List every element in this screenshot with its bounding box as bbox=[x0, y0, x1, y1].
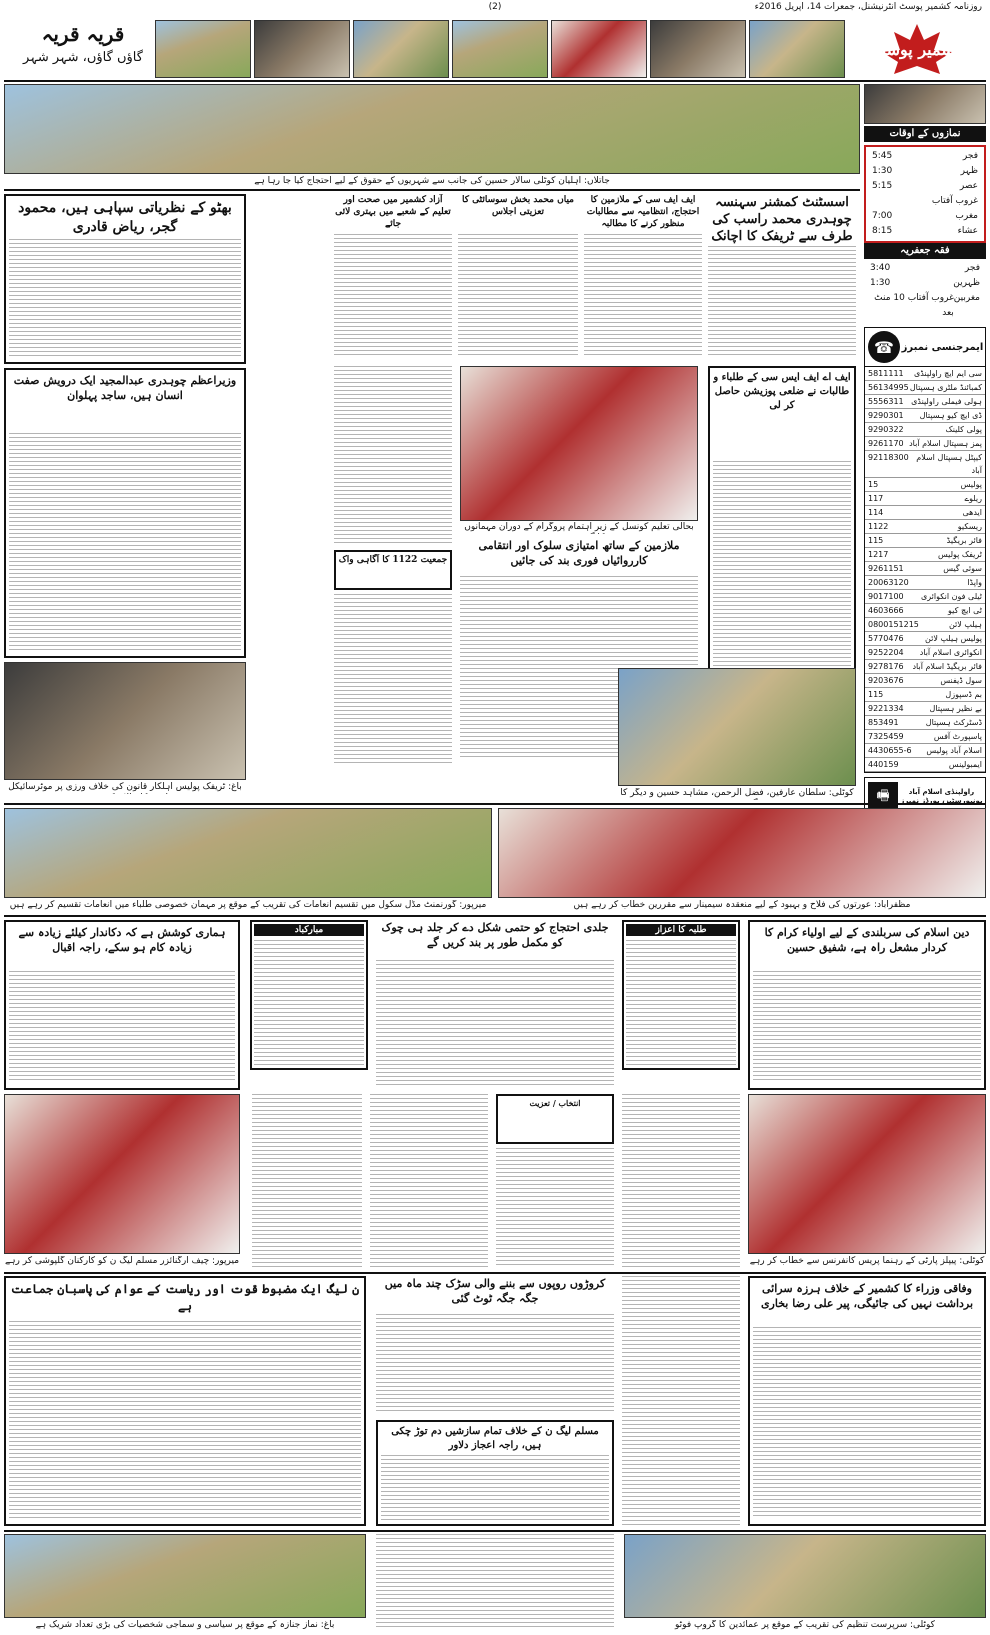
article-a11 bbox=[4, 920, 240, 1090]
jafaria-time-row-value: غروب آفتاب 10 منٹ بعد bbox=[874, 293, 954, 318]
emergency-number-row-label: ریلوے bbox=[964, 494, 982, 503]
emergency-number-row bbox=[865, 492, 985, 506]
group-photo bbox=[624, 1534, 986, 1618]
emergency-number-row bbox=[865, 646, 985, 660]
article-body bbox=[622, 1276, 740, 1526]
garland-photo bbox=[4, 1094, 240, 1254]
emergency-number-row bbox=[865, 423, 985, 437]
emergency-number-row-label: ہیلپ لائن bbox=[948, 620, 982, 629]
article-a14 bbox=[4, 1276, 366, 1526]
prayer-times-title: نمازوں کے اوقات bbox=[864, 126, 986, 142]
emergency-number-row-label: پولیس bbox=[960, 480, 982, 489]
article-headline: وفاقی وزراء کا کشمیر کے خلاف ہرزہ سرائی برداشت نہیں کی جائیگی، پیر علی رضا بخاری bbox=[760, 1282, 974, 1310]
funeral-photo-caption: باغ: نماز جنازہ کے موقع پر سیاسی و سماجی شخصیات کی بڑی تعداد شریک ہے bbox=[35, 1620, 335, 1630]
prayer-time-row bbox=[866, 164, 984, 179]
jafaria-time-row-value: 1:30 bbox=[870, 278, 891, 288]
meeting-photo bbox=[460, 366, 698, 521]
emergency-number-row-label: ایمبولینس bbox=[948, 760, 982, 769]
emergency-number-row-label: سی ایم ایچ راولپنڈی bbox=[913, 369, 982, 378]
article-headline: جلدی احتجاج کو حتمی شکل دے کر جلد ہی چوک کو مکمل طور پر بند کریں گے bbox=[381, 921, 609, 949]
emergency-number-row bbox=[865, 604, 985, 618]
article-a5 bbox=[4, 194, 246, 364]
prayer-time-row bbox=[866, 149, 984, 164]
emergency-number-row-label: ٹیلی فون انکوائری bbox=[921, 592, 982, 601]
box-title: جمعیت 1122 کا آگاہی واک bbox=[338, 555, 448, 565]
emergency-header bbox=[864, 327, 986, 367]
strip-photo bbox=[254, 20, 350, 78]
strip-photo bbox=[650, 20, 746, 78]
article-column-r5c bbox=[370, 1094, 488, 1269]
rule bbox=[4, 1272, 986, 1274]
article-headline: دین اسلام کی سربلندی کے لیے اولیاء کرام کا کردار مشعل راہ ہے، شفیق حسین bbox=[764, 926, 970, 954]
article-a12 bbox=[748, 1276, 986, 1526]
jafaria-time-row bbox=[864, 291, 986, 321]
article-body bbox=[9, 433, 241, 651]
emergency-number-row-label: ہولی فیملی راولپنڈی bbox=[911, 397, 982, 406]
prayer-time-row-label: فجر bbox=[962, 151, 978, 161]
emergency-number-row-label: سول ڈیفنس bbox=[940, 676, 982, 685]
prayer-time-row-label: عصر bbox=[959, 181, 978, 191]
emergency-number-row-value: 9252204 bbox=[868, 648, 904, 657]
article-a2 bbox=[584, 194, 702, 360]
emergency-number-row-value: 5811111 bbox=[868, 369, 904, 378]
emergency-number-row bbox=[865, 576, 985, 590]
emergency-number-row-value: 9017100 bbox=[868, 592, 904, 601]
emergency-number-row-label: بے نظیر ہسپتال bbox=[929, 704, 982, 713]
emergency-number-row-value: 9290322 bbox=[868, 425, 904, 434]
prayer-time-row bbox=[866, 209, 984, 224]
logo-text: کشمیر پوسٹ bbox=[870, 40, 964, 59]
article-headline: ہماری کوشش ہے کہ دکاندار کیلئے زیادہ سے زیادہ کام ہو سکے، راجہ اقبال bbox=[18, 926, 226, 954]
article-body bbox=[753, 971, 981, 1083]
rule bbox=[4, 1530, 986, 1532]
emergency-number-row bbox=[865, 395, 985, 409]
box-body bbox=[626, 940, 736, 1068]
article-body bbox=[370, 1094, 488, 1269]
article-body bbox=[9, 971, 235, 1083]
masthead-strip bbox=[155, 20, 845, 78]
emergency-number-row-label: ٹریفک پولیس bbox=[937, 550, 982, 559]
emergency-number-row-value: 7325459 bbox=[868, 732, 904, 741]
prayer-time-row-value: 1:30 bbox=[872, 166, 893, 176]
rule bbox=[4, 915, 986, 917]
prayer-time-row bbox=[866, 179, 984, 194]
emergency-number-row-value: 4603666 bbox=[868, 606, 904, 615]
article-a3 bbox=[458, 194, 578, 360]
emergency-number-row bbox=[865, 702, 985, 716]
prayer-time-row-label: ظہر bbox=[960, 166, 978, 176]
emergency-number-row-value: 1122 bbox=[868, 522, 889, 531]
emergency-number-row bbox=[865, 562, 985, 576]
strip-photo bbox=[749, 20, 845, 78]
emergency-number-row-value: 9203676 bbox=[868, 676, 904, 685]
emergency-number-row-label: ڈسٹرکٹ ہسپتال bbox=[925, 718, 982, 727]
emergency-number-row-label: اسلام آباد پولیس bbox=[926, 746, 982, 755]
article-body bbox=[376, 960, 614, 1088]
emergency-number-row-value: 9278176 bbox=[868, 662, 904, 671]
mosque-photo bbox=[864, 84, 986, 124]
jafaria-title: فقہ جعفریہ bbox=[864, 243, 986, 259]
article-headline: ایف اے ایف ایس سی کے طلباء و طالبات نے ضلعی پوزیشن حاصل کر لی bbox=[713, 372, 851, 411]
rule bbox=[4, 189, 860, 191]
article-headline: وزیراعظم چوہدری عبدالمجید ایک درویش صفت انسان ہیں، ساجد پہلوان bbox=[13, 374, 237, 402]
emergency-number-row-label: فائر بریگیڈ bbox=[946, 536, 982, 545]
article-body bbox=[9, 239, 241, 357]
article-body bbox=[334, 366, 452, 546]
sidebar bbox=[864, 84, 986, 864]
press-conference-photo bbox=[748, 1094, 986, 1254]
article-a15 bbox=[376, 1420, 614, 1526]
emergency-number-row-value: 15 bbox=[868, 480, 879, 489]
emergency-number-row bbox=[865, 688, 985, 702]
article-body bbox=[458, 234, 578, 356]
article-body bbox=[622, 1094, 740, 1269]
emergency-number-row bbox=[865, 381, 985, 395]
article-body bbox=[753, 1327, 981, 1519]
emergency-number-row-value: 0800151215 bbox=[868, 620, 919, 629]
emergency-number-row bbox=[865, 660, 985, 674]
jafaria-time-row-value: 3:40 bbox=[870, 263, 891, 273]
strip-photo bbox=[452, 20, 548, 78]
emergency-number-row-label: پولی کلینک bbox=[945, 425, 982, 434]
article-a7 bbox=[4, 368, 246, 658]
article-body bbox=[381, 1455, 609, 1521]
box-title: مبارکباد bbox=[254, 924, 364, 936]
emergency-number-row-value: 92118300 bbox=[868, 453, 909, 462]
article-a4 bbox=[334, 194, 452, 360]
emergency-title: ایمرجنسی نمبرز bbox=[901, 341, 984, 353]
article-column-r7 bbox=[376, 1534, 614, 1630]
article-column-r5 bbox=[622, 1094, 740, 1269]
masthead-rule bbox=[4, 80, 986, 82]
emergency-number-row-label: پولیس ہیلپ لائن bbox=[925, 634, 982, 643]
emergency-number-row bbox=[865, 744, 985, 758]
top-photo bbox=[4, 84, 860, 174]
box-title: طلبہ کا اعزاز bbox=[626, 924, 736, 936]
prayer-time-row-value: 5:45 bbox=[872, 151, 893, 161]
emergency-number-row-label: ریسکیو bbox=[957, 522, 982, 531]
emergency-number-row-label: پمز ہسپتال اسلام آباد bbox=[909, 439, 982, 448]
article-column-mid2 bbox=[334, 594, 452, 764]
emergency-number-row-label: انکوائری اسلام آباد bbox=[919, 648, 982, 657]
prayer-time-row-value: 5:15 bbox=[872, 181, 893, 191]
emergency-number-row bbox=[865, 758, 985, 772]
article-body bbox=[376, 1534, 614, 1630]
emergency-number-row-value: 115 bbox=[868, 690, 884, 699]
emergency-number-row-label: ایدھی bbox=[962, 508, 982, 517]
jafaria-time-row-label: ظہرین bbox=[953, 278, 980, 288]
emergency-number-row-value: 117 bbox=[868, 494, 884, 503]
emergency-number-row-value: 20063120 bbox=[868, 578, 909, 587]
article-column-mid bbox=[334, 366, 452, 546]
emergency-number-row-value: 9261151 bbox=[868, 564, 904, 573]
prayer-time-row-value: 8:15 bbox=[872, 226, 893, 236]
box-title: انتخاب / تعزیت bbox=[529, 1098, 581, 1108]
box-b3 bbox=[250, 920, 368, 1070]
prayer-time-row bbox=[866, 224, 984, 239]
masthead-logo bbox=[852, 18, 982, 78]
article-body bbox=[376, 1314, 614, 1414]
strip-photo bbox=[353, 20, 449, 78]
article-a1 bbox=[708, 194, 856, 360]
top-photo-caption: جاتلاں: اہلیان کوٹلی سالار حسین کی جانب سے شہریوں کے حقوق کے لیے احتجاج کیا جا رہا ہے bbox=[254, 176, 610, 186]
strip-photo bbox=[551, 20, 647, 78]
emergency-number-row bbox=[865, 534, 985, 548]
article-headline: اسسٹنٹ کمشنر سہنسہ چوہدری محمد راسب کی طرف سے ٹریفک کا اچانک bbox=[711, 195, 853, 244]
emergency-number-row-value: 9290301 bbox=[868, 411, 904, 420]
emergency-number-row-label: ٹی ایچ کیو bbox=[948, 606, 982, 615]
universities-title: راولپنڈی اسلام آباد یونیورسٹیز، بورڈز نمبرز bbox=[900, 788, 983, 805]
prayer-time-row-value: 7:00 bbox=[872, 211, 893, 221]
jafaria-box bbox=[864, 259, 986, 323]
page-number: (2) bbox=[488, 2, 502, 12]
funeral-photo bbox=[4, 1534, 366, 1618]
emergency-number-row bbox=[865, 674, 985, 688]
emergency-number-row-value: 9261170 bbox=[868, 439, 904, 448]
paper-date-line: روزنامہ کشمیر پوسٹ انٹرنیشنل، جمعرات 14، اپریل 2016ء bbox=[754, 2, 982, 12]
jafaria-time-row bbox=[864, 261, 986, 276]
seminar-photo bbox=[498, 808, 986, 898]
emergency-number-row-value: 440159 bbox=[868, 760, 899, 769]
article-a10 bbox=[376, 920, 614, 1090]
emergency-number-row-value: 5556311 bbox=[868, 397, 904, 406]
box-b4 bbox=[496, 1094, 614, 1144]
article-headline: کروڑوں روپوں سے بننے والی سڑک چند ماہ میں جگہ جگہ ٹوٹ گئی bbox=[384, 1277, 606, 1305]
emergency-number-row-label: سوئی گیس bbox=[943, 564, 982, 573]
emergency-number-row bbox=[865, 590, 985, 604]
school-photo-caption: میرپور: گورنمنٹ مڈل سکول میں تقسیم انعامات کی تقریب کے موقع پر مہمان خصوصی طلباء میں انعامات تقسیم کر رہے ہیں bbox=[9, 900, 487, 910]
emergency-number-row bbox=[865, 409, 985, 423]
prayer-times-box bbox=[864, 145, 986, 243]
article-headline: میاں محمد بخش سوسائٹی کا تعزیتی اجلاس bbox=[462, 195, 574, 217]
emergency-number-row bbox=[865, 548, 985, 562]
garland-photo-caption: میرپور: چیف آرگنائزر مسلم لیگ ن کو کارکنان گلپوشی کر رہے bbox=[4, 1256, 240, 1266]
group-photo-caption: کوٹلی: سرپرست تنظیم کی تقریب کے موقع پر عمائدین کا گروپ فوٹو bbox=[675, 1620, 935, 1630]
article-body bbox=[9, 1321, 361, 1519]
article-body bbox=[252, 1094, 362, 1269]
emergency-number-row bbox=[865, 506, 985, 520]
emergency-number-row-label: پاسپورٹ آفس bbox=[933, 732, 982, 741]
emergency-number-row-value: 114 bbox=[868, 508, 884, 517]
article-headline: ن لیگ ایک مضبوط قوت اور ریاست کے عوام کی پاسبان جماعت ہے bbox=[10, 1282, 360, 1313]
article-body bbox=[496, 1148, 614, 1268]
seminar-photo-caption: مظفرآباد: عورتوں کی فلاح و بہبود کے لیے منعقدہ سیمینار سے مقررین خطاب کر رہے ہیں bbox=[573, 900, 911, 910]
prayer-time-row-label: عشاء bbox=[957, 226, 978, 236]
emergency-number-row-value: 56134995 bbox=[868, 383, 909, 392]
prayer-time-row-label: مغرب bbox=[955, 211, 978, 221]
section-title-block bbox=[8, 20, 158, 78]
emergency-number-row bbox=[865, 618, 985, 632]
article-column-r6 bbox=[622, 1276, 740, 1526]
emergency-number-row bbox=[865, 520, 985, 534]
article-body bbox=[708, 246, 856, 356]
emergency-number-row bbox=[865, 632, 985, 646]
prayer-time-row bbox=[866, 194, 984, 209]
jafaria-time-row-label: مغربین bbox=[953, 293, 980, 303]
emergency-number-row-value: 5770476 bbox=[868, 634, 904, 643]
article-headline: بھٹو کے نظریاتی سپاہی ہیں، محمود گجر، ریاض قادری bbox=[18, 200, 232, 235]
article-column-r5b bbox=[496, 1148, 614, 1268]
emergency-number-row bbox=[865, 451, 985, 478]
article-body bbox=[334, 234, 452, 356]
jafaria-time-row-label: فجر bbox=[964, 263, 980, 273]
strip-photo bbox=[155, 20, 251, 78]
emergency-number-row-value: 4430655-6 bbox=[868, 746, 912, 755]
emergency-number-row-label: بم ڈسپوزل bbox=[945, 690, 982, 699]
emergency-number-row bbox=[865, 437, 985, 451]
emergency-number-row-value: 1217 bbox=[868, 550, 889, 559]
box-b1 bbox=[334, 550, 452, 590]
emergency-list bbox=[864, 367, 986, 773]
meeting-photo-caption: بحالی تعلیم کونسل کے زیر اہتمام پروگرام کے دوران مہمانوں bbox=[464, 522, 694, 532]
article-a13 bbox=[376, 1276, 614, 1416]
article-headline: ایف ایف سی کے ملازمین کا احتجاج، انتظامیہ سے مطالبات منظور کرنے کا مطالبہ bbox=[586, 195, 700, 229]
traffic-photo bbox=[4, 662, 246, 780]
box-b2 bbox=[622, 920, 740, 1070]
phone-icon: ☎ bbox=[868, 331, 900, 363]
emergency-number-row-value: 115 bbox=[868, 536, 884, 545]
article-a9 bbox=[748, 920, 986, 1090]
emergency-number-row bbox=[865, 730, 985, 744]
emergency-number-row-label: کمبائنڈ ملٹری ہسپتال bbox=[909, 383, 982, 392]
fax-icon: 🖷 bbox=[868, 782, 898, 812]
kotli-photo bbox=[618, 668, 856, 786]
emergency-number-row-label: کیپٹل ہسپتال اسلام آباد bbox=[916, 453, 982, 475]
article-column-r5d bbox=[252, 1094, 362, 1269]
emergency-number-row-value: 9221334 bbox=[868, 704, 904, 713]
top-line bbox=[0, 0, 990, 14]
emergency-number-row bbox=[865, 478, 985, 492]
section-title: قریہ قریہ bbox=[41, 22, 125, 46]
emergency-number-row-label: واپڈا bbox=[967, 578, 982, 587]
prayer-time-row-label: غروب آفتاب bbox=[931, 196, 978, 206]
section-subtitle: گاؤں گاؤں، شہر شہر bbox=[23, 50, 143, 65]
article-headline: آزاد کشمیر میں صحت اور تعلیم کے شعبے میں بہتری لائی جائے bbox=[335, 195, 451, 229]
jafaria-time-row bbox=[864, 276, 986, 291]
kotli-photo-caption: کوٹلی: سلطان عارفین، فضل الرحمن، مشاہد حسین و دیگر کا bbox=[620, 788, 854, 798]
school-photo bbox=[4, 808, 492, 898]
traffic-photo-caption: باغ: ٹریفک پولیس اہلکار قانون کی خلاف ورزی پر موٹرسائیکل bbox=[8, 782, 242, 792]
box-body bbox=[254, 940, 364, 1068]
article-body bbox=[334, 594, 452, 764]
article-headline: مسلم لیگ ن کے خلاف تمام سازشیں دم توڑ چکی ہیں، راجہ اعجاز دلاور bbox=[391, 1426, 599, 1451]
article-headline: ملازمین کے ساتھ امتیازی سلوک اور انتقامی کارروائیاں فوری بند کی جائیں bbox=[478, 539, 680, 567]
emergency-number-row-value: 853491 bbox=[868, 718, 899, 727]
rule bbox=[4, 803, 986, 805]
emergency-number-row-label: ڈی ایچ کیو ہسپتال bbox=[919, 411, 982, 420]
press-conference-caption: کوٹلی: پیپلز پارٹی کے رہنما پریس کانفرنس سے خطاب کر رہے bbox=[749, 1256, 985, 1266]
emergency-number-row bbox=[865, 367, 985, 381]
emergency-number-row bbox=[865, 716, 985, 730]
article-body bbox=[584, 234, 702, 356]
emergency-number-row-label: فائر بریگیڈ اسلام آباد bbox=[912, 662, 982, 671]
